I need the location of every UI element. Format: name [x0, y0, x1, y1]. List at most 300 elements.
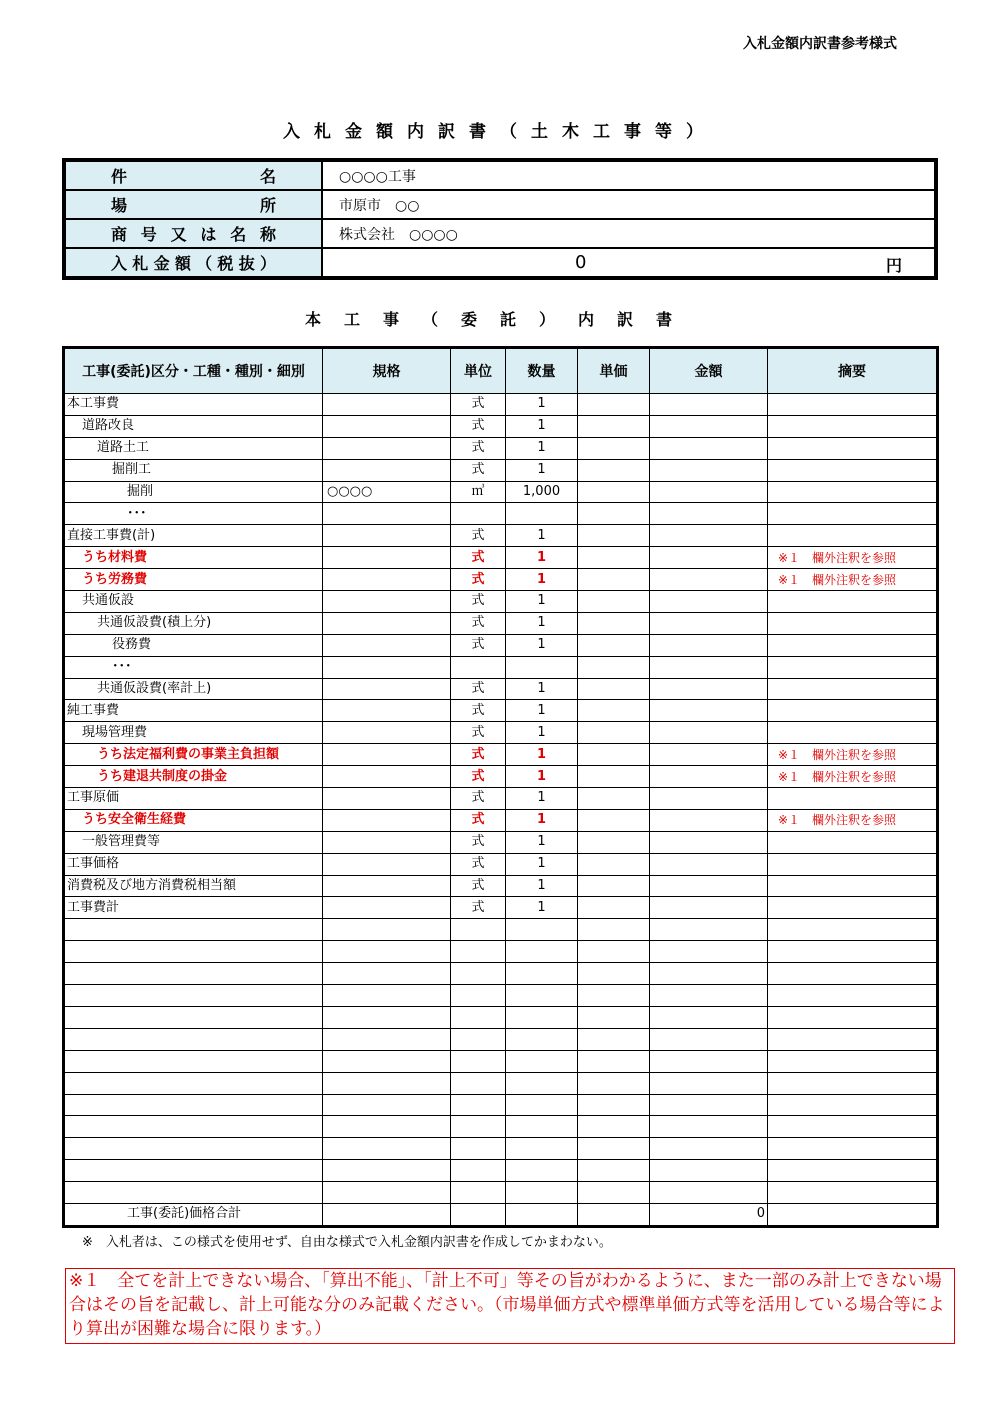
table-header-row — [65, 349, 937, 394]
item-amount — [650, 809, 768, 831]
empty-cell — [451, 1160, 506, 1182]
empty-cell — [65, 1050, 323, 1072]
empty-row — [65, 1182, 937, 1204]
empty-cell — [650, 985, 768, 1007]
page-title: 入札金額内訳書（土木工事等） — [283, 122, 717, 142]
item-name: 道路改良 — [65, 415, 323, 437]
empty-cell — [650, 1138, 768, 1160]
item-remarks — [768, 481, 937, 503]
item-unit: 式 — [451, 437, 506, 459]
item-name: ･･･ — [65, 656, 323, 678]
item-amount — [650, 459, 768, 481]
item-spec — [323, 809, 451, 831]
item-name: うち安全衛生経費 — [65, 809, 323, 831]
empty-row — [65, 1116, 937, 1138]
empty-cell — [65, 1138, 323, 1160]
table-row — [65, 766, 937, 788]
item-unit-price — [578, 809, 650, 831]
bid-label-char: （ — [196, 254, 213, 273]
item-amount — [650, 678, 768, 700]
item-name: 掘削 — [65, 481, 323, 503]
company-label-char: 商 — [111, 225, 128, 244]
item-qty: 1 — [506, 569, 578, 591]
empty-cell — [323, 1006, 451, 1028]
item-remarks — [768, 591, 937, 613]
location-label-char: 所 — [259, 196, 276, 215]
table-row — [65, 547, 937, 569]
item-name: 共通仮設 — [65, 591, 323, 613]
empty-cell — [768, 1050, 937, 1072]
item-name: 本工事費 — [65, 394, 323, 416]
project-name-value: ○○○○工事 — [322, 161, 935, 190]
empty-cell — [65, 963, 323, 985]
item-qty: 1 — [506, 394, 578, 416]
item-amount — [650, 547, 768, 569]
empty-cell — [506, 1138, 578, 1160]
item-spec — [323, 569, 451, 591]
empty-cell — [65, 1006, 323, 1028]
empty-cell — [65, 1116, 323, 1138]
empty-cell — [578, 1072, 650, 1094]
empty-row — [65, 1138, 937, 1160]
column-header: 単価 — [578, 349, 650, 394]
item-spec — [323, 459, 451, 481]
empty-cell — [451, 1182, 506, 1204]
item-name: 現場管理費 — [65, 722, 323, 744]
item-unit: 式 — [451, 788, 506, 810]
bid-label-char: 入 — [111, 254, 128, 273]
item-unit-price — [578, 569, 650, 591]
empty-cell — [506, 1182, 578, 1204]
empty-cell — [650, 1116, 768, 1138]
company-label-char: 名 — [230, 225, 247, 244]
item-remarks — [768, 459, 937, 481]
item-amount — [650, 503, 768, 525]
item-name: 一般管理費等 — [65, 831, 323, 853]
empty-cell — [65, 1182, 323, 1204]
item-remarks — [768, 612, 937, 634]
item-amount — [650, 656, 768, 678]
item-unit-price — [578, 831, 650, 853]
item-remarks — [768, 634, 937, 656]
item-unit: 式 — [451, 700, 506, 722]
item-remarks — [768, 415, 937, 437]
company-label-char: 称 — [259, 225, 276, 244]
item-spec — [323, 547, 451, 569]
item-unit-price — [578, 678, 650, 700]
total-amount: 0 — [650, 1203, 768, 1225]
empty-row — [65, 1160, 937, 1182]
item-qty: 1 — [506, 700, 578, 722]
item-remarks — [768, 678, 937, 700]
item-amount — [650, 415, 768, 437]
empty-cell — [768, 963, 937, 985]
empty-cell — [768, 1160, 937, 1182]
item-remarks — [768, 394, 937, 416]
item-unit-price — [578, 591, 650, 613]
empty-cell — [65, 1094, 323, 1116]
item-amount — [650, 744, 768, 766]
item-unit-price — [578, 897, 650, 919]
empty-cell — [65, 985, 323, 1007]
item-amount — [650, 612, 768, 634]
empty-cell — [506, 1006, 578, 1028]
empty-cell — [768, 1116, 937, 1138]
empty-row — [65, 963, 937, 985]
table-row — [65, 831, 937, 853]
empty-cell — [578, 985, 650, 1007]
item-remarks — [768, 788, 937, 810]
item-name: 役務費 — [65, 634, 323, 656]
location-value: 市原市 ○○ — [322, 190, 935, 219]
empty-row — [65, 941, 937, 963]
item-unit-price — [578, 612, 650, 634]
bid-amount-cell — [322, 248, 935, 277]
item-unit-price — [578, 459, 650, 481]
item-unit-price — [578, 766, 650, 788]
breakdown-title: 本工事（委託）内訳書 — [304, 310, 695, 329]
empty-cell — [578, 963, 650, 985]
empty-cell — [323, 1182, 451, 1204]
item-spec — [323, 612, 451, 634]
item-amount — [650, 788, 768, 810]
total-label: 工事(委託)価格合計 — [65, 1203, 323, 1225]
item-remarks — [768, 525, 937, 547]
empty-cell — [506, 1160, 578, 1182]
empty-row — [65, 1072, 937, 1094]
item-amount — [650, 437, 768, 459]
item-unit-price — [578, 481, 650, 503]
empty-cell — [451, 1072, 506, 1094]
item-amount — [650, 525, 768, 547]
item-unit-price — [578, 525, 650, 547]
table-row — [65, 437, 937, 459]
item-remarks — [768, 875, 937, 897]
empty-cell — [451, 1006, 506, 1028]
empty-row — [65, 1028, 937, 1050]
item-unit: 式 — [451, 612, 506, 634]
item-unit: 式 — [451, 831, 506, 853]
item-remarks: ※１ 欄外注釈を参照 — [768, 809, 937, 831]
item-qty: 1 — [506, 612, 578, 634]
item-spec: ○○○○ — [323, 481, 451, 503]
empty-cell — [768, 1138, 937, 1160]
empty-cell — [323, 985, 451, 1007]
item-remarks — [768, 722, 937, 744]
item-qty: 1 — [506, 831, 578, 853]
item-qty: 1 — [506, 634, 578, 656]
empty-cell — [65, 1028, 323, 1050]
item-amount — [650, 875, 768, 897]
item-qty: 1 — [506, 853, 578, 875]
empty-cell — [768, 1094, 937, 1116]
item-name: 直接工事費(計) — [65, 525, 323, 547]
column-header: 単位 — [451, 349, 506, 394]
empty-cell — [578, 1116, 650, 1138]
empty-row — [65, 1094, 937, 1116]
total-row — [65, 1203, 937, 1225]
table-row — [65, 853, 937, 875]
empty-cell — [506, 1072, 578, 1094]
item-qty — [506, 656, 578, 678]
empty-row — [65, 1006, 937, 1028]
item-name: うち法定福利費の事業主負担額 — [65, 744, 323, 766]
empty-cell — [506, 1094, 578, 1116]
item-unit: 式 — [451, 722, 506, 744]
item-spec — [323, 722, 451, 744]
item-unit-price — [578, 547, 650, 569]
location-label — [65, 190, 322, 219]
empty-cell — [451, 963, 506, 985]
item-spec — [323, 700, 451, 722]
empty-cell — [650, 941, 768, 963]
bid-label-char: ） — [259, 254, 276, 273]
item-spec — [323, 875, 451, 897]
table-row — [65, 634, 937, 656]
item-spec — [323, 525, 451, 547]
form-label: 入札金額内訳書参考様式 — [743, 36, 897, 52]
empty-cell — [506, 1050, 578, 1072]
table-row — [65, 612, 937, 634]
empty-cell — [650, 1072, 768, 1094]
item-spec — [323, 853, 451, 875]
empty-cell — [323, 1028, 451, 1050]
item-unit-price — [578, 503, 650, 525]
empty-cell — [451, 1138, 506, 1160]
empty-cell — [578, 1182, 650, 1204]
item-name: 共通仮設費(積上分) — [65, 612, 323, 634]
location-label-char: 場 — [111, 196, 128, 215]
item-name: 工事価格 — [65, 853, 323, 875]
footnote: ※ 入札者は、この様式を使用せず、自由な様式で入札金額内訳書を作成してかまわない。 — [82, 1235, 612, 1250]
item-remarks: ※１ 欄外注釈を参照 — [768, 569, 937, 591]
item-unit: 式 — [451, 459, 506, 481]
table-row — [65, 809, 937, 831]
empty-cell — [65, 919, 323, 941]
item-qty: 1 — [506, 875, 578, 897]
item-unit: 式 — [451, 415, 506, 437]
table-row — [65, 875, 937, 897]
column-header: 金額 — [650, 349, 768, 394]
empty-cell — [323, 1094, 451, 1116]
item-spec — [323, 634, 451, 656]
item-remarks — [768, 853, 937, 875]
item-spec — [323, 744, 451, 766]
item-name: 工事費計 — [65, 897, 323, 919]
empty-cell — [650, 1094, 768, 1116]
item-qty: 1 — [506, 459, 578, 481]
empty-cell — [451, 985, 506, 1007]
item-remarks — [768, 897, 937, 919]
company-label-char: は — [200, 225, 217, 244]
item-amount — [650, 591, 768, 613]
bid-label-char: 税 — [217, 254, 234, 273]
item-qty: 1 — [506, 415, 578, 437]
item-unit-price — [578, 875, 650, 897]
item-name: うち建退共制度の掛金 — [65, 766, 323, 788]
table-row — [65, 459, 937, 481]
item-unit-price — [578, 700, 650, 722]
empty-cell — [65, 1160, 323, 1182]
empty-cell — [578, 1138, 650, 1160]
table-row — [65, 525, 937, 547]
table-row — [65, 481, 937, 503]
item-qty: 1 — [506, 437, 578, 459]
item-remarks: ※１ 欄外注釈を参照 — [768, 547, 937, 569]
item-qty: 1 — [506, 547, 578, 569]
empty-cell — [451, 919, 506, 941]
item-name: 道路土工 — [65, 437, 323, 459]
item-unit-price — [578, 722, 650, 744]
item-unit: 式 — [451, 744, 506, 766]
column-header: 数量 — [506, 349, 578, 394]
empty-cell — [768, 1072, 937, 1094]
item-qty: 1 — [506, 591, 578, 613]
empty-cell — [323, 1138, 451, 1160]
item-spec — [323, 788, 451, 810]
item-unit: 式 — [451, 809, 506, 831]
table-row — [65, 415, 937, 437]
item-amount — [650, 853, 768, 875]
empty-cell — [323, 941, 451, 963]
item-name: ･･･ — [65, 503, 323, 525]
empty-cell — [506, 963, 578, 985]
item-name: 純工事費 — [65, 700, 323, 722]
empty-cell — [768, 1006, 937, 1028]
empty-cell — [451, 941, 506, 963]
item-unit: 式 — [451, 634, 506, 656]
item-spec — [323, 678, 451, 700]
empty-cell — [65, 1072, 323, 1094]
empty-cell — [506, 1116, 578, 1138]
item-name: 工事原価 — [65, 788, 323, 810]
empty-cell — [768, 1182, 937, 1204]
item-unit-price — [578, 415, 650, 437]
empty-cell — [650, 963, 768, 985]
item-spec — [323, 394, 451, 416]
bid-label-char: 札 — [132, 254, 149, 273]
item-unit-price — [578, 853, 650, 875]
column-header: 規格 — [323, 349, 451, 394]
item-remarks: ※１ 欄外注釈を参照 — [768, 744, 937, 766]
empty-cell — [650, 1028, 768, 1050]
empty-cell — [323, 919, 451, 941]
item-unit-price — [578, 634, 650, 656]
item-spec — [323, 503, 451, 525]
item-remarks — [768, 503, 937, 525]
company-value: 株式会社 ○○○○ — [322, 219, 935, 248]
item-qty: 1 — [506, 678, 578, 700]
item-unit-price — [578, 788, 650, 810]
bid-info-table — [64, 160, 936, 278]
company-label-char: 号 — [140, 225, 157, 244]
item-name: 消費税及び地方消費税相当額 — [65, 875, 323, 897]
empty-cell — [578, 941, 650, 963]
item-amount — [650, 722, 768, 744]
item-unit: 式 — [451, 525, 506, 547]
project-label-char: 件 — [111, 167, 128, 186]
table-row — [65, 503, 937, 525]
table-row — [65, 569, 937, 591]
item-amount — [650, 700, 768, 722]
item-remarks — [768, 700, 937, 722]
table-row — [65, 744, 937, 766]
column-header: 工事(委託)区分・工種・種別・細別 — [65, 349, 323, 394]
item-spec — [323, 897, 451, 919]
item-spec — [323, 437, 451, 459]
empty-cell — [578, 1028, 650, 1050]
breakdown-table — [64, 348, 937, 1226]
item-amount — [650, 481, 768, 503]
bid-label-char: 金 — [153, 254, 170, 273]
item-name: うち材料費 — [65, 547, 323, 569]
item-amount — [650, 569, 768, 591]
item-unit: 式 — [451, 897, 506, 919]
empty-cell — [578, 919, 650, 941]
empty-cell — [506, 1028, 578, 1050]
empty-cell — [506, 941, 578, 963]
item-name: 共通仮設費(率計上) — [65, 678, 323, 700]
empty-cell — [768, 941, 937, 963]
column-header: 摘要 — [768, 349, 937, 394]
item-qty: 1 — [506, 897, 578, 919]
item-unit-price — [578, 656, 650, 678]
company-label-char: 又 — [170, 225, 187, 244]
empty-cell — [578, 1050, 650, 1072]
item-unit: 式 — [451, 547, 506, 569]
empty-cell — [323, 1050, 451, 1072]
item-qty: 1 — [506, 744, 578, 766]
item-amount — [650, 766, 768, 788]
empty-cell — [578, 1006, 650, 1028]
empty-cell — [650, 919, 768, 941]
bid-label-char: 抜 — [238, 254, 255, 273]
empty-row — [65, 1050, 937, 1072]
item-qty — [506, 503, 578, 525]
empty-cell — [650, 1006, 768, 1028]
item-unit — [451, 503, 506, 525]
empty-cell — [650, 1050, 768, 1072]
project-name-label — [65, 161, 322, 190]
item-remarks — [768, 656, 937, 678]
item-unit-price — [578, 394, 650, 416]
table-row — [65, 591, 937, 613]
item-unit: 式 — [451, 569, 506, 591]
empty-cell — [451, 1028, 506, 1050]
empty-cell — [768, 919, 937, 941]
empty-row — [65, 985, 937, 1007]
table-row — [65, 394, 937, 416]
item-remarks — [768, 831, 937, 853]
table-row — [65, 656, 937, 678]
empty-cell — [323, 1160, 451, 1182]
table-row — [65, 897, 937, 919]
item-unit: ㎥ — [451, 481, 506, 503]
item-unit: 式 — [451, 394, 506, 416]
empty-row — [65, 919, 937, 941]
empty-cell — [323, 963, 451, 985]
empty-cell — [451, 1094, 506, 1116]
empty-cell — [506, 985, 578, 1007]
item-unit-price — [578, 744, 650, 766]
item-unit: 式 — [451, 875, 506, 897]
company-label — [65, 219, 322, 248]
empty-cell — [451, 1050, 506, 1072]
item-unit: 式 — [451, 591, 506, 613]
item-qty: 1 — [506, 722, 578, 744]
item-remarks: ※１ 欄外注釈を参照 — [768, 766, 937, 788]
empty-cell — [768, 985, 937, 1007]
